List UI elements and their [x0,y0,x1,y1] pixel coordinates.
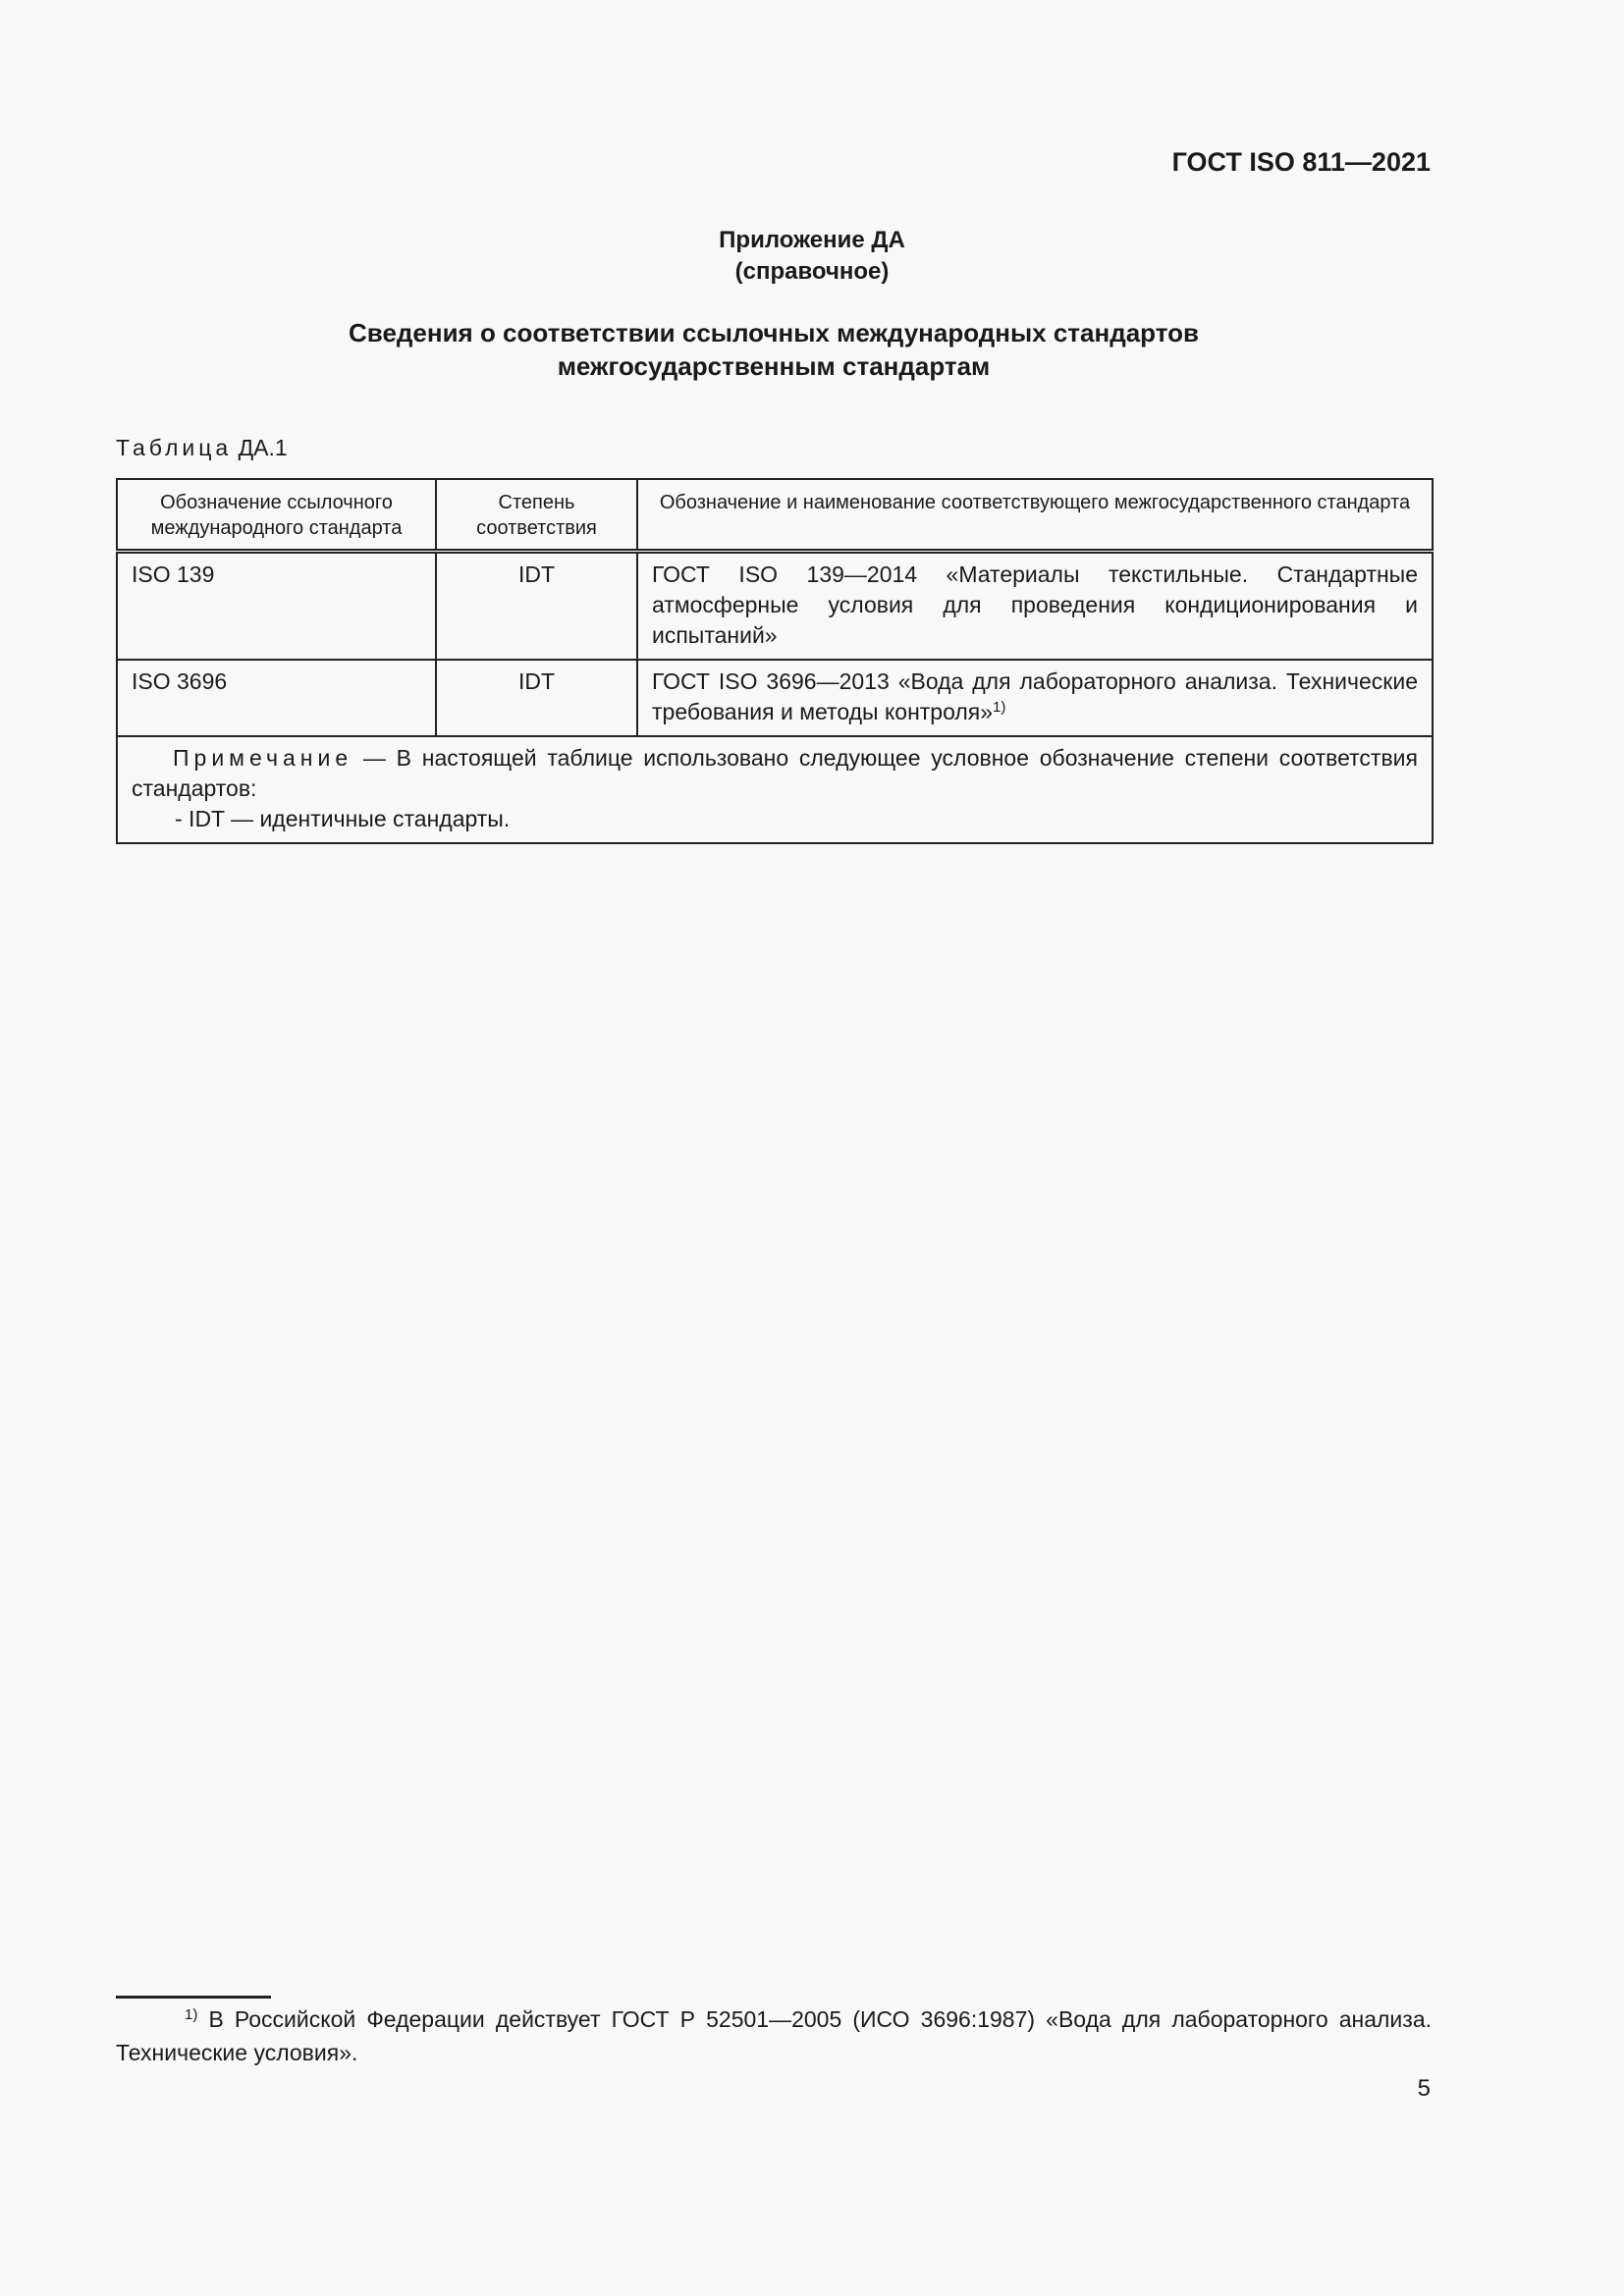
cell-ref: ISO 3696 [117,660,436,736]
note-label: Примечание [173,745,353,771]
table-caption-word: Таблица [116,435,233,460]
table-caption-number: ДА.1 [238,435,288,460]
appendix-block [0,225,1624,288]
cell-name-text: ГОСТ ISO 3696—2013 «Вода для лабораторного анализа. Технические требования и методы контроля» [652,668,1418,724]
footnote-text: В Российской Федерации действует ГОСТ Р 52501—2005 (ИСО 3696:1987) «Вода для лабораторного анализа. Технические условия». [116,2006,1433,2065]
cell-degree: IDT [436,552,637,661]
table-row [117,660,1433,736]
footnote-reference[interactable]: 1) [993,699,1006,716]
cell-name [637,660,1433,736]
cell-name [637,552,1433,661]
page-number: 5 [1417,2075,1431,2102]
cell-ref: ISO 139 [117,552,436,661]
footnote [116,2002,1432,2069]
cell-name-text: ГОСТ ISO 139—2014 «Материалы текстильные. Стандартные атмосферные условия для проведения кондиционирования и испытаний» [652,561,1418,648]
column-header-ref: Обозначение ссылочного международного стандарта [117,479,436,552]
note-text: — В настоящей таблице использовано следующее условное обозначение степени соответствия стандартов: [132,745,1418,801]
document-code: ГОСТ ISO 811—2021 [1171,147,1431,177]
section-heading-line-1: Сведения о соответствии ссылочных международных стандартов [349,318,1199,347]
column-header-degree: Степень соответствия [436,479,637,552]
appendix-title: Приложение ДА [719,227,905,253]
table-header-row [117,479,1433,552]
reference-standards-table [116,478,1434,844]
cell-degree: IDT [436,660,637,736]
section-heading-line-2: межгосударственным стандартам [557,351,991,381]
section-heading [116,316,1432,383]
appendix-type: (справочное) [734,258,890,285]
footnote-mark: 1) [185,2006,198,2023]
note-item: - IDT — идентичные стандарты. [175,806,511,831]
table-note [117,736,1433,843]
footnote-separator [116,1996,271,1999]
table-caption [116,435,288,461]
table-note-row [117,736,1433,843]
table-row [117,552,1433,661]
column-header-name: Обозначение и наименование соответствующего межгосударственного стандарта [637,479,1433,552]
